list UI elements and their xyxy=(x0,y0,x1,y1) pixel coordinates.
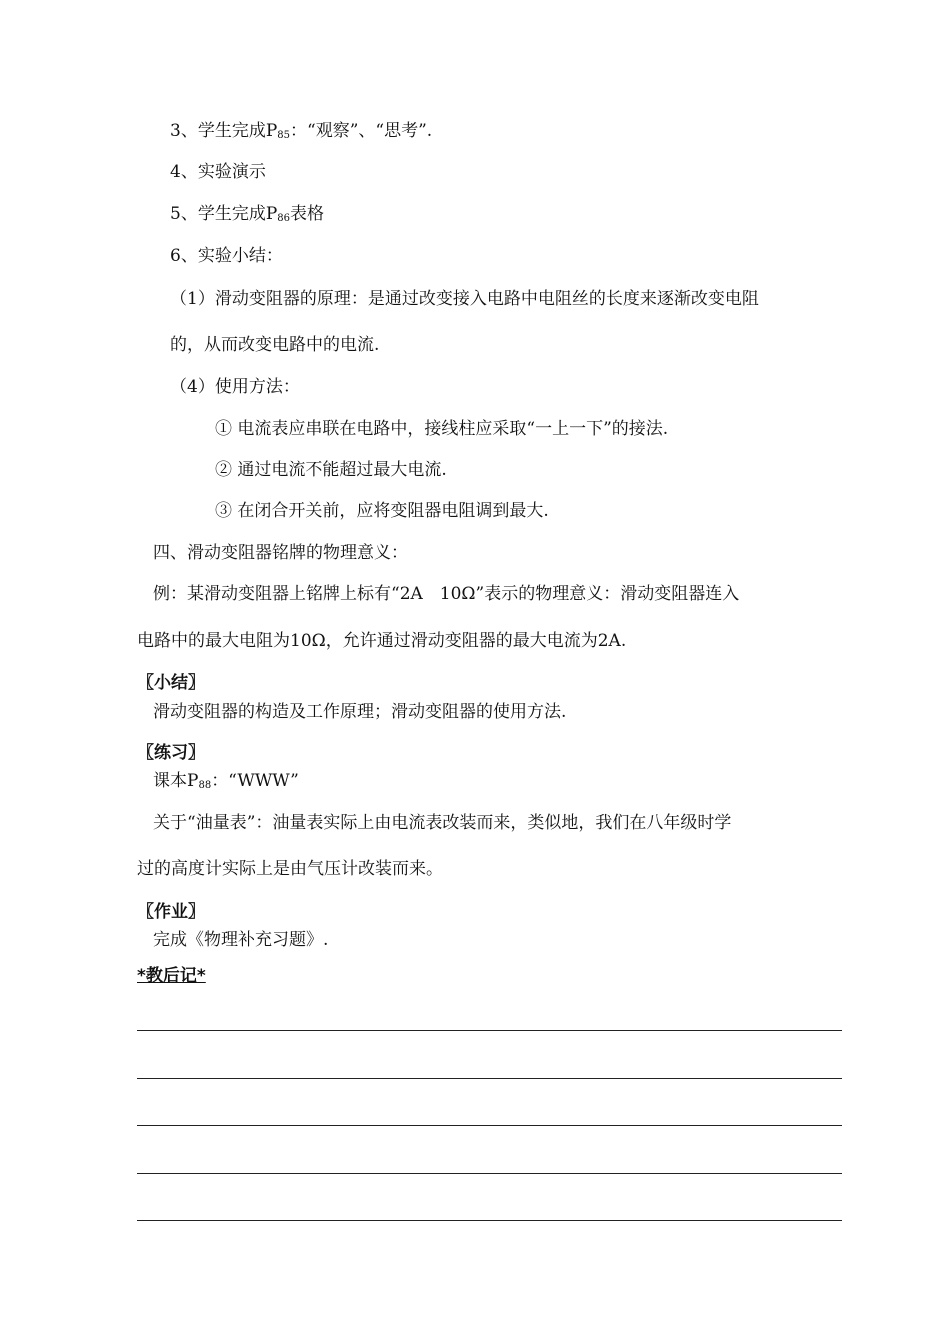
jiaohouji-heading: *教后记* xyxy=(137,966,206,986)
page-subscript: 88 xyxy=(198,780,212,791)
xiaojie-text: 滑动变阻器的构造及工作原理；滑动变阻器的使用方法. xyxy=(153,702,567,722)
lianxi-text-start: 课本P xyxy=(153,771,199,791)
step-4: 4、实验演示 xyxy=(170,162,266,182)
lianxi-text-end: ：“WWW” xyxy=(211,771,299,791)
step-6: 6、实验小结： xyxy=(170,246,283,266)
usage-item-2: ② 通过电流不能超过最大电流. xyxy=(215,460,447,480)
step-3 xyxy=(170,120,432,147)
step-3-text-end: ：“观察”、“思考”. xyxy=(290,121,433,141)
page-subscript: 86 xyxy=(277,213,290,224)
xiaojie-heading: 〖小结〗 xyxy=(137,673,205,693)
principle-line-2: 的，从而改变电路中的电流. xyxy=(170,335,380,355)
writing-line xyxy=(137,1030,842,1031)
zuoye-heading: 〖作业〗 xyxy=(137,902,205,922)
principle-line-1: （1）滑动变阻器的原理：是通过改变接入电路中电阻丝的长度来逐渐改变电阻 xyxy=(170,289,759,309)
lianxi-heading: 〖练习〗 xyxy=(137,743,205,763)
writing-line xyxy=(137,1220,842,1221)
writing-line xyxy=(137,1078,842,1079)
writing-line xyxy=(137,1125,842,1126)
lianxi-note-line-1: 关于“油量表”：油量表实际上由电流表改装而来，类似地，我们在八年级时学 xyxy=(153,813,732,833)
usage-method: （4）使用方法： xyxy=(170,377,300,397)
step-5-text: 5、学生完成P xyxy=(170,204,278,224)
step-5 xyxy=(170,203,324,230)
section-4-title: 四、滑动变阻器铭牌的物理意义： xyxy=(153,543,408,563)
example-line-1: 例：某滑动变阻器上铭牌上标有“2A 10Ω”表示的物理意义：滑动变阻器连入 xyxy=(153,584,740,604)
writing-line xyxy=(137,1173,842,1174)
usage-item-1: ① 电流表应串联在电路中，接线柱应采取“一上一下”的接法. xyxy=(215,419,669,439)
zuoye-text: 完成《物理补充习题》. xyxy=(153,930,329,950)
usage-item-3: ③ 在闭合开关前，应将变阻器电阻调到最大. xyxy=(215,501,549,521)
example-line-2: 电路中的最大电阻为10Ω，允许通过滑动变阻器的最大电流为2A. xyxy=(137,631,627,651)
lianxi-text xyxy=(153,770,299,797)
page-subscript: 85 xyxy=(277,130,290,141)
step-3-text: 3、学生完成P xyxy=(170,121,278,141)
lianxi-note-line-2: 过的高度计实际上是由气压计改装而来。 xyxy=(137,859,443,879)
step-5-text-end: 表格 xyxy=(290,204,324,224)
